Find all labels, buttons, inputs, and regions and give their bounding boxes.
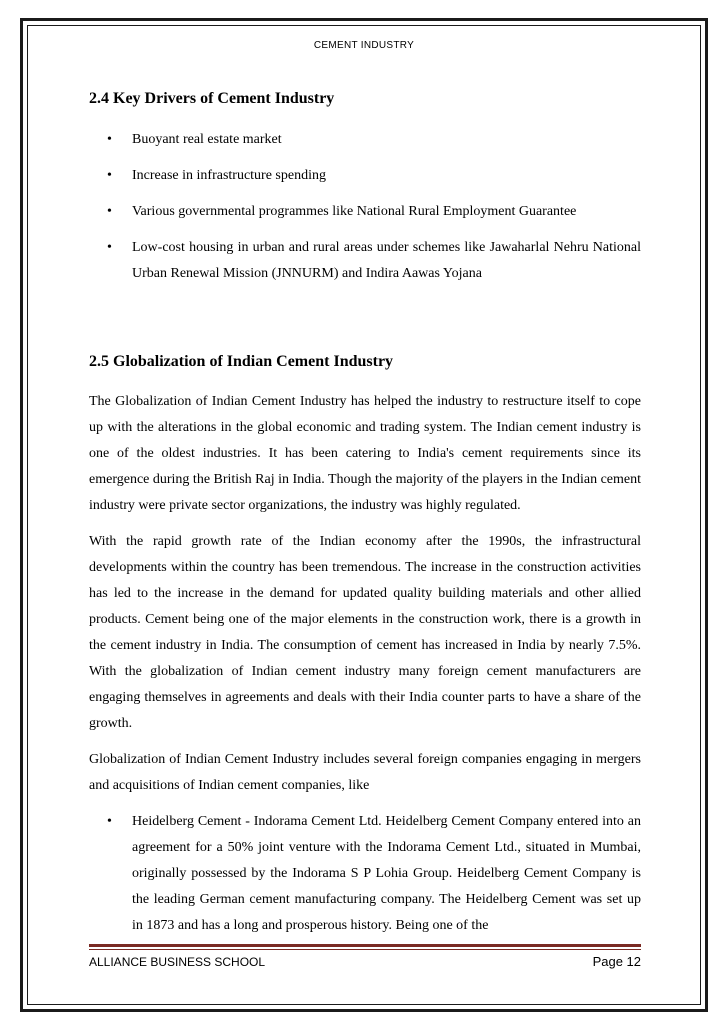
list-item: • Heidelberg Cement - Indorama Cement Ltd. Heidelberg Cement Company entered into an agreement for a 50% joint venture with the Indorama Cement Ltd., situated in Mumbai, originally possessed by the Indorama S P Lohia Group. Heidelberg Cement Company is the leading German cement manufacturing company. The Heidelberg Cement was set up in 1873 and has a long and prosperous history. Being one of the bbox=[89, 809, 641, 939]
paragraph: Globalization of Indian Cement Industry includes several foreign companies engaging in mergers and acquisitions of Indian cement companies, like bbox=[89, 752, 641, 793]
mergers-list bbox=[89, 809, 641, 939]
section-2-5-heading: 2.5 Globalization of Indian Cement Industry bbox=[89, 353, 394, 370]
list-item: • Buoyant real estate market bbox=[89, 127, 641, 153]
running-header: CEMENT INDUSTRY bbox=[313, 40, 415, 51]
footer-school-name: ALLIANCE BUSINESS SCHOOL bbox=[89, 955, 266, 969]
footer-rule-thin bbox=[89, 949, 641, 950]
section-2-4-heading: 2.4 Key Drivers of Cement Industry bbox=[89, 90, 335, 107]
list-item: • Low-cost housing in urban and rural areas under schemes like Jawaharlal Nehru National Urban Renewal Mission (JNNURM) and Indira Aawas Yojana bbox=[89, 235, 641, 287]
page-number: Page 12 bbox=[592, 954, 641, 969]
list-item: • Various governmental programmes like National Rural Employment Guarantee bbox=[89, 199, 641, 225]
footer-rule-thick bbox=[89, 944, 641, 947]
paragraph: With the rapid growth rate of the Indian economy after the 1990s, the infrastructural developments within the country has been tremendous. The increase in the construction activities has led to the increase in the demand for updated quality building materials and other allied products. Cement being one of the major elements in the construction work, there is a growth in the cement industry in India. The consumption of cement has increased in India by nearly 7.5%. With the globalization of Indian cement industry many foreign cement manufacturers are engaging themselves in agreements and deals with their India counter parts to have a share of the growth. bbox=[89, 534, 641, 731]
page-content bbox=[89, 84, 641, 939]
paragraph: The Globalization of Indian Cement Industry has helped the industry to restructure itself to cope up with the alterations in the global economic and trading system. The Indian cement industry is one of the oldest industries. It has been catering to India's cement requirements since its emergence during the British Raj in India. Though the majority of the players in the Indian cement industry were private sector organizations, the industry was highly regulated. bbox=[89, 394, 641, 513]
list-item: • Increase in infrastructure spending bbox=[89, 163, 641, 189]
key-drivers-list bbox=[89, 127, 641, 287]
